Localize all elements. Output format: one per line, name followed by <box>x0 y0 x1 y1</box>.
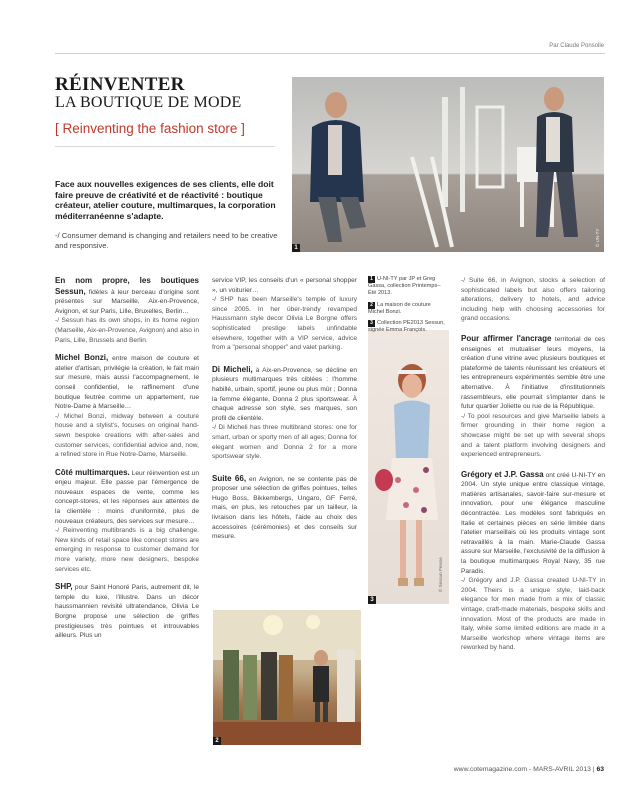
article-column-4 <box>461 276 605 653</box>
caption-text: U-NI-TY par JP et Greg Gassa, collection Printemps–Été 2013. <box>368 276 441 297</box>
paragraph-gassa-fr: ont créé U-NI-TY en 2004. Un style unique entre classique vintage, matières artisanales, savoir-faire sur-mesure et innovation, pour une élégance masculine décontractée. Les modèles sont fabriqués en Italie et certaines pièces en série limitée dans l'atelier marseillais où les produits vintage sont retravaillés à la main. Marie-Claude Gassa assure sur Marseille, l'exclusivité de la diffusion à la boutique multimarques Royal Navy, 35 rue Paradis. <box>461 471 605 575</box>
paragraph-shp-en: -/ SHP has been Marseille's temple of luxury since 2005. In her über-trendy revamped Haussmann style decor Olivia Le Borgne offers sophisticated prestige labels unfindable elsewhere, together with a VIP service, advice from a "personal shopper" and valet parking. <box>212 296 357 352</box>
photo-michel-bonzi-shop <box>213 610 361 745</box>
page-footer <box>454 766 604 773</box>
top-divider <box>55 53 605 54</box>
paragraph-dimicheli-en: -/ Di Micheli has three multibrand stores: one for smart, urban or sporty men of all ages; Donna for elegant women and Donna 2 for a more sportswear style. <box>212 424 357 461</box>
footer-issue: - MARS-AVRIL 2013 | <box>527 766 597 773</box>
paragraph-bonzi-en: -/ Michel Bonzi, midway between a couture house and a stylist's, focuses on original hand-sewn bespoke creations with after-sales and customer services, confidential advice and, now, a refined store in Rue Notre-Dame, Marseille. <box>55 412 199 459</box>
paragraph-multimarques-lead: Côté multimarques. <box>55 467 130 477</box>
page-number: 63 <box>596 766 604 773</box>
woman-photo-credit: © Sessun Presse <box>438 557 443 592</box>
footer-website[interactable]: www.cotemagazine.com <box>453 766 528 773</box>
paragraph-shp-lead: SHP, <box>55 582 73 592</box>
shop-photo-number: 2 <box>213 737 221 745</box>
paragraph-suite66-lead: Suite 66, <box>212 473 247 483</box>
paragraph-sessun-lead: En nom propre, les boutiques Sessun, <box>55 276 199 296</box>
hero-photo-illustration <box>292 77 604 252</box>
article-title-line2: LA BOUTIQUE DE MODE <box>55 94 242 111</box>
byline: Par Claude Ponsolle <box>549 43 604 49</box>
paragraph-ancrage-lead: Pour affirmer l'ancrage <box>461 333 552 343</box>
article-subtitle-english: [ Reinventing the fashion store ] <box>55 121 245 136</box>
article-title-line1: RÉINVENTER <box>55 74 185 95</box>
paragraph-bonzi-fr: entre maison de couture et atelier d'artisan, privilégie la création, le fait main sur mesure, mais aussi l'accompagnement, le conseil confidentiel, le raffinement d'une boutique feutrée comme un appartement, rue Notre-Dame à Marseille… <box>55 355 199 411</box>
caption-number: 1 <box>368 276 375 283</box>
subtitle-divider <box>55 146 275 147</box>
hero-photo-number: 1 <box>292 244 300 252</box>
caption-text: La maison de couture Michel Bonzi. <box>368 301 431 315</box>
paragraph-suite66-fr: en Avignon, ne se contente pas de proposer une sélection de griffes pointues, telles Hugo Boss, Bikkembergs, Ungaro, GF Ferré, mais, en plus, les retouches par un tailleur, la livraison dans les hôtels, l'aide au choix des accessoires (cérémonies) et des conseils sur mesure. <box>212 475 357 541</box>
paragraph-gassa-lead: Grégory et J.P. Gassa <box>461 469 544 479</box>
paragraph-ancrage-fr: territorial de ces enseignes et mutualiser leurs moyens, la création d'une vitrine avec plusieurs boutiques et plateforme de talents réunissant les créateurs et les entrepreneurs expérimentés semble être une alternative. À l'initiative d'institutionnels rassembleurs, elle pourrait s'implanter dans le futur quartier Joliette ou rue de la République. <box>461 335 605 411</box>
paragraph-shp-fr: pour Saint Honoré Paris, autrement dit, le temple du luxe, l'illustre. Dans un décor haussmannien revisité ultratendance, Olivia Le Borgne propose une sélection de griffes prestigieuses très pointues et introuvables ailleurs. Plus un <box>55 584 199 640</box>
photo-captions <box>368 276 448 334</box>
paragraph-dimicheli-lead: Di Micheli, <box>212 364 253 374</box>
caption-number: 3 <box>368 320 375 327</box>
article-column-2 <box>212 276 357 542</box>
paragraph-suite66-en: -/ Suite 66, in Avignon, stocks a selection of sophisticated labels but also offers tailoring alterations, delivery to hotels, and advice including help with choosing accessories for grand occasions. <box>461 277 605 323</box>
woman-photo-illustration <box>368 330 449 604</box>
hero-photo-men-white-room <box>292 77 604 252</box>
photo-woman-sessun <box>368 330 449 604</box>
hero-photo-credit: © UN-TY <box>595 228 600 247</box>
paragraph-bonzi-lead: Michel Bonzi, <box>55 353 109 363</box>
paragraph-sessun-fr: fidèles à leur berceau d'origine sont présentes sur Marseille, Aix-en-Provence, Avignon, et sur Paris, Lille, Bruxelles, Berlin… <box>55 288 199 315</box>
paragraph-sessun-en: -/ Sessun has its own shops, in its home region (Marseille, Aix-en-Provence, Avignon) and also in Paris, Lille, Brussels and Berlin. <box>55 317 199 344</box>
paragraph-ancrage-en: -/ To pool resources and give Marseille labels a firmer grounding in their home region a showcase might be set up with several shops and a talent platform involving designers and experienced entrepreneurs. <box>461 412 605 459</box>
lead-paragraph-english: -/ Consumer demand is changing and retailers need to be creative and responsive. <box>55 231 278 250</box>
lead-paragraph-french: Face aux nouvelles exigences de ses clients, elle doit faire preuve de créativité et de réactivité : boutique créateur, atelier couture, multimarques, la corporation méditerranéenne s'adapte. <box>55 179 276 221</box>
paragraph-dimicheli-fr: à Aix-en-Provence, se décline en plusieurs multimarques très ciblées : l'homme habillé, urbain, sportif, jeune ou plus mûr ; Donna la femme élégante, Donna 2 plus sportswear. À chaque adresse son style, ses marques, son profil de clientèle. <box>212 366 357 422</box>
article-column-1 <box>55 276 199 641</box>
paragraph-multimarques-en: -/ Reinventing multibrands is a big challenge. New kinds of retail space like concept stores are emerging in response to customer demand for more variety, more new designers, bespoke services etc. <box>55 527 199 573</box>
paragraph-shp-cont-fr: service VIP, les conseils d'un « personal shopper », un voiturier… <box>212 277 357 294</box>
caption-text: Collection PE2013 Sessun, signée Emma François. <box>368 320 445 334</box>
paragraph-gassa-en: -/ Grégory and J.P. Gassa created U-NI-TY in 2004. Theirs is a unique style, laid-back elegance for men made from a mix of classic vintage, craft-made materials, bespoke skills and innovation. Most of the products are made in Italy, while some limited editions are made in a Marseille workshop where vintage items are reworked by hand. <box>461 577 605 652</box>
caption-number: 2 <box>368 302 375 309</box>
paragraph-multimarques-fr: Leur réinvention est un enjeu majeur. Elle passe par l'émergence de nouveaux espaces de vente, comme les concept-stores, et les réponses aux attentes de la clientèle : moins d'uniformité, plus de nouveaux créateurs, des services sur mesure… <box>55 469 199 525</box>
woman-photo-number: 3 <box>368 596 376 604</box>
shop-photo-illustration <box>213 610 361 745</box>
